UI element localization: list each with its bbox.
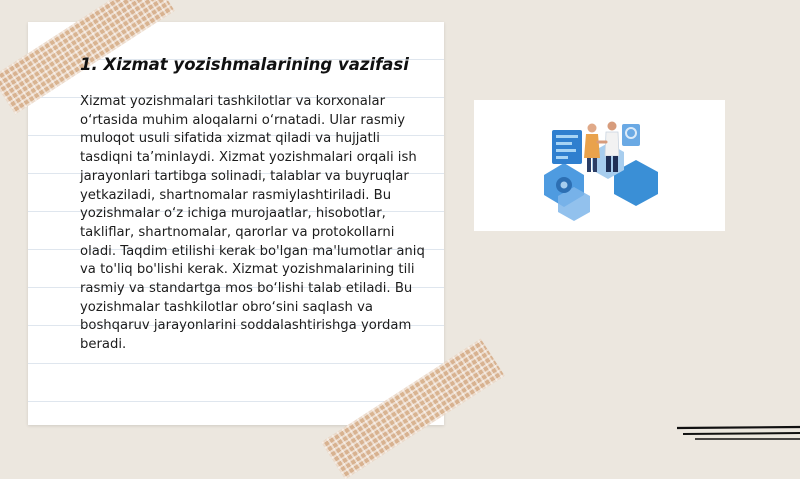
person-right-body bbox=[605, 132, 619, 156]
section-title: 1. Xizmat yozishmalarining vazifasi bbox=[80, 55, 409, 74]
illustration-card bbox=[474, 100, 725, 231]
person-left-body bbox=[584, 134, 600, 158]
person-left-head bbox=[588, 124, 597, 133]
business-meeting-illustration-icon bbox=[474, 100, 725, 231]
person-right-head bbox=[608, 122, 617, 131]
section-body: Xizmat yozishmalari tashkilotlar va korxonalar o‘rtasida muhim aloqalarni o‘rnatadi. Ular rasmiy muloqot usuli sifatida xizmat qiladi va hujjatli tasdiqni ta’minlaydi. Xizmat yozishmalari orqali ish jarayonlari tartibga solinadi, talablar va buyruqlar yetkaziladi, shartnomalar rasmiylashtiriladi. Bu yozishmalar o‘z ichiga murojaatlar, hisobotlar, takliflar, shartnomalar, qarorlar va protokollarni oladi. Taqdim etilishi kerak bo'lgan ma'lumotlar aniq va to'liq bo'lishi kerak. Xizmat yozishmalarining tili rasmiy va standartga mos bo‘lishi talab etiladi. Bu yozishmalar tashkilotlar obro‘sini saqlash va boshqaruv jarayonlarini soddalashtirishga yordam beradi. bbox=[80, 94, 425, 353]
decorative-lines bbox=[675, 424, 800, 444]
